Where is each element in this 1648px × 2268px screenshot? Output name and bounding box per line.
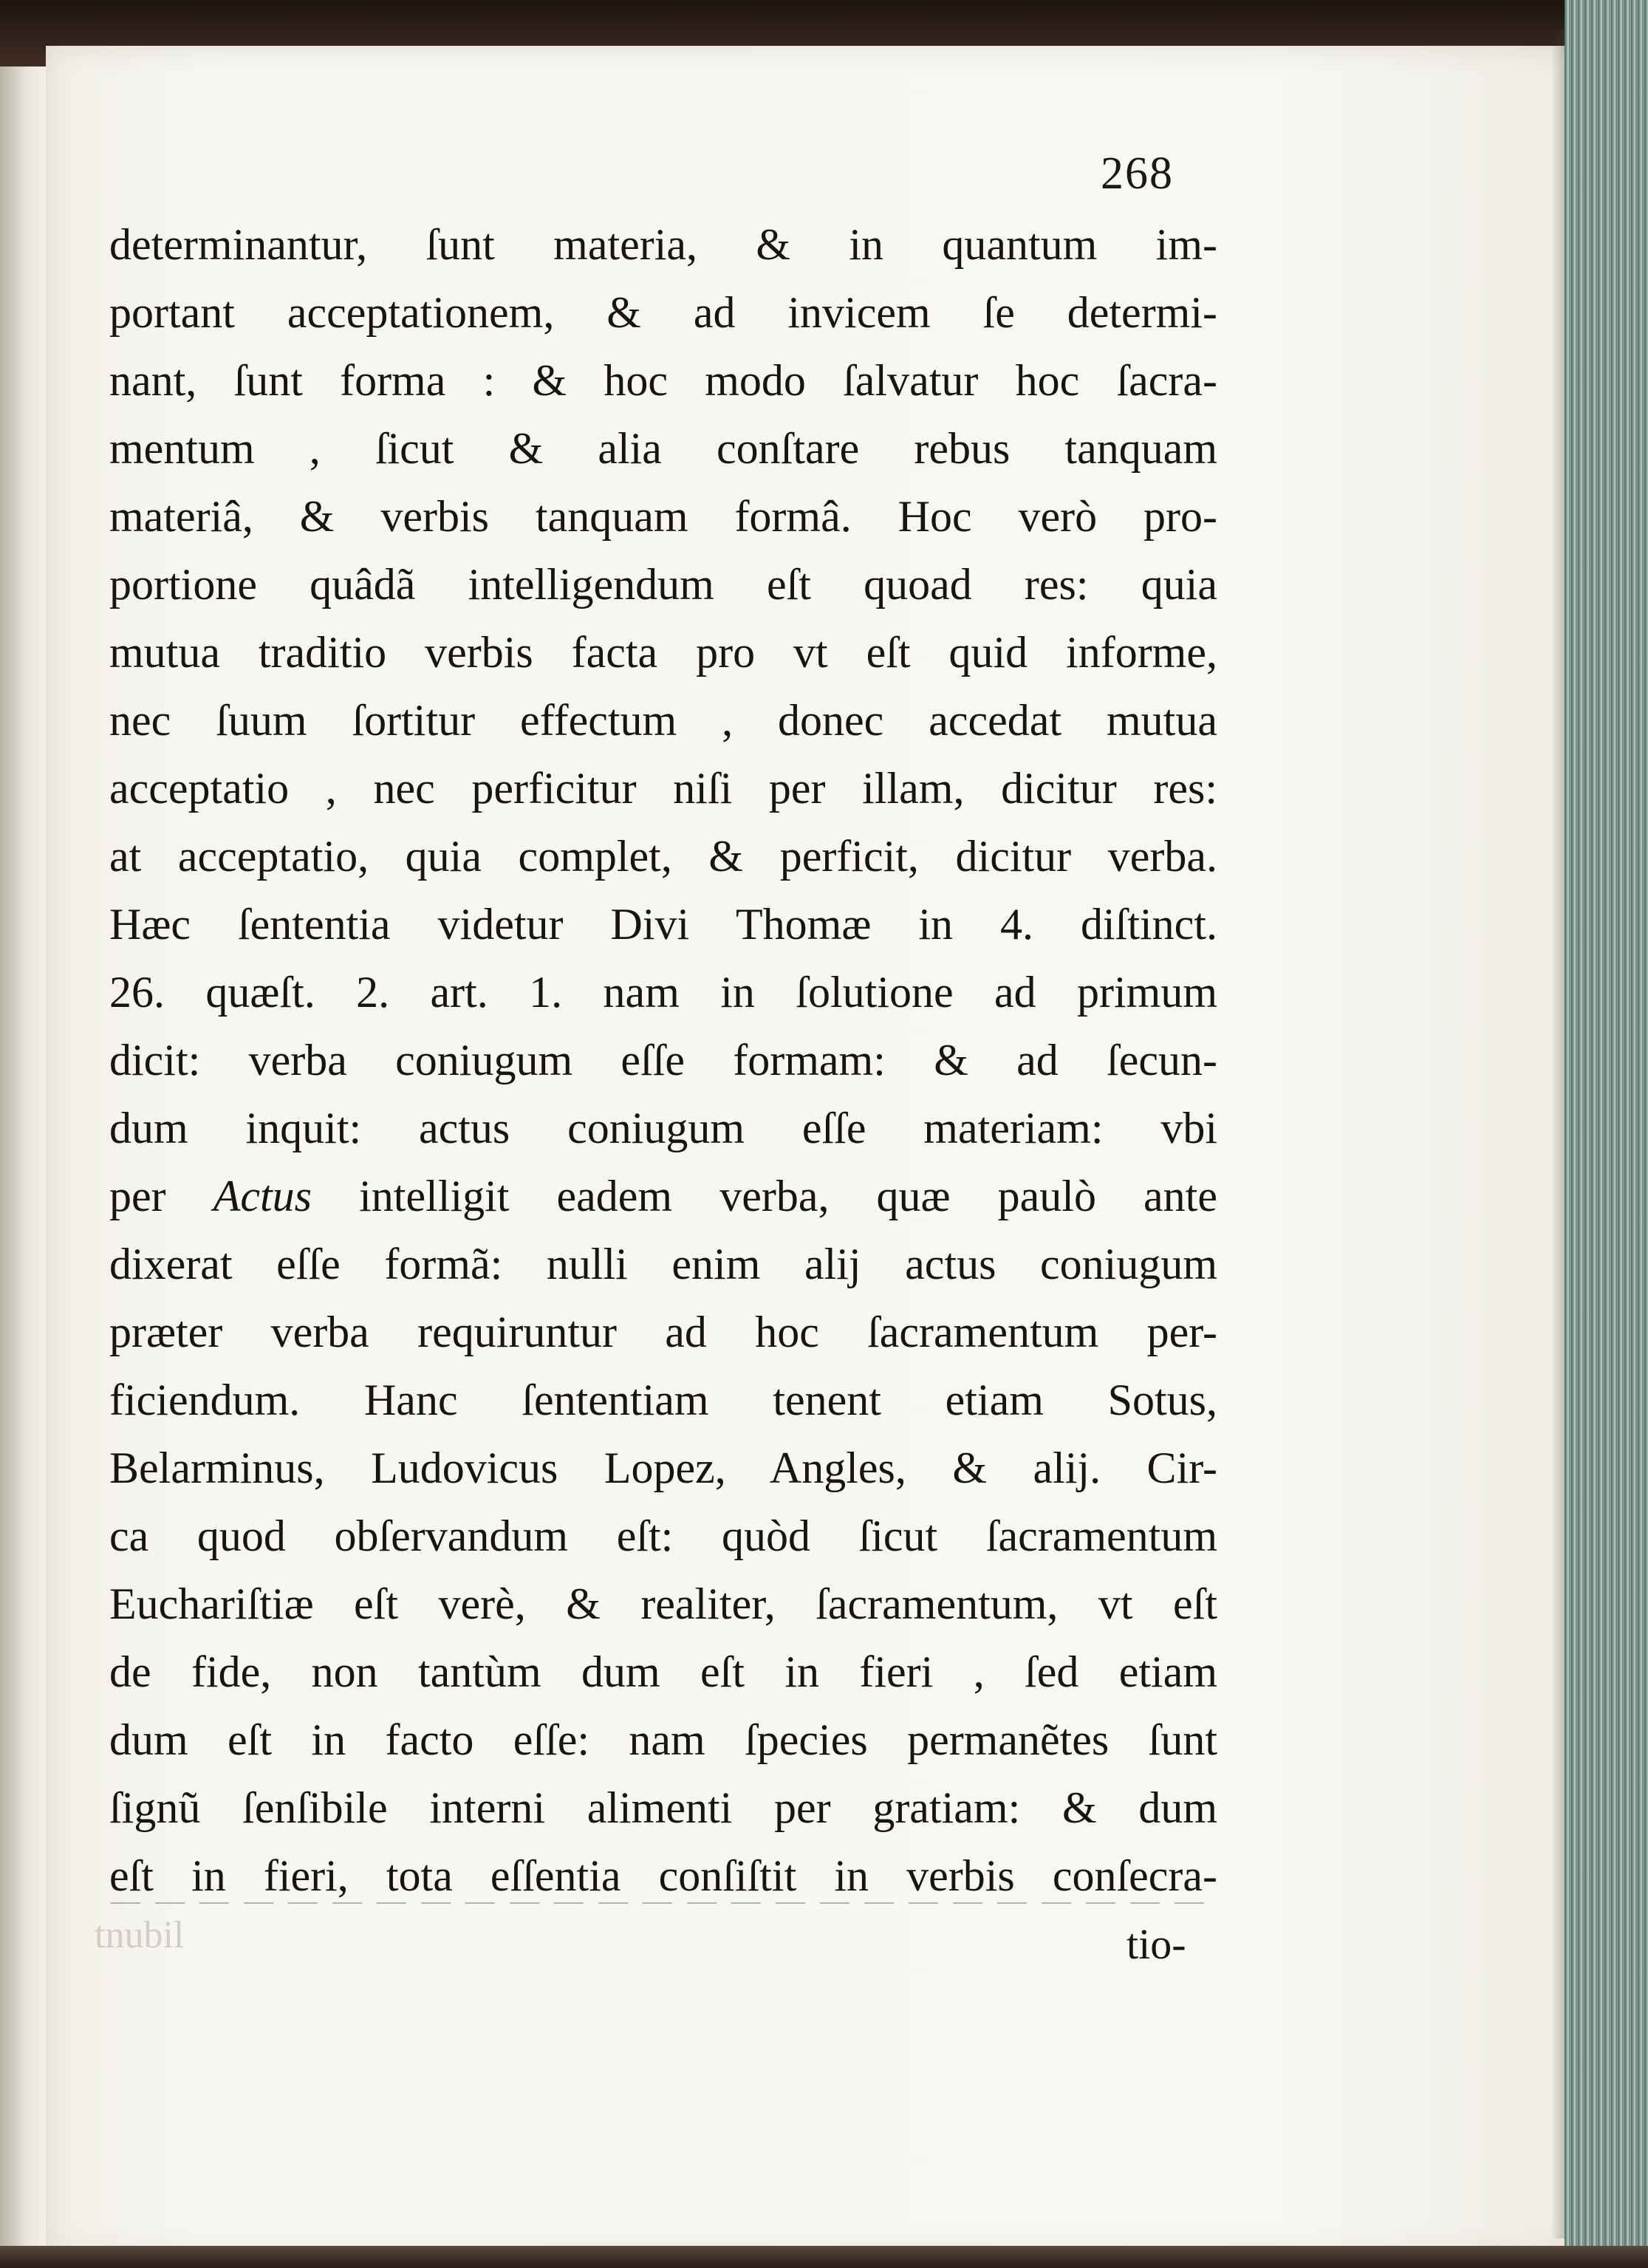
bleed-through-rule (111, 1902, 1219, 1904)
text-line: ficiendum. Hanc ſententiam tenent etiam Sotus, (109, 1376, 1217, 1424)
text-line: portione quâdã intelligendum eſt quoad res: quia (109, 560, 1217, 609)
left-page-edge (0, 66, 47, 2253)
body-text (109, 211, 1217, 1910)
text-line: 26. quæſt. 2. art. 1. nam in ſolutione ad primum (109, 968, 1217, 1017)
text-line: Belarminus, Ludovicus Lopez, Angles, & alij. Cir- (109, 1444, 1217, 1492)
text-line: dicit: verba coniugum eſſe formam: & ad ſecun- (109, 1036, 1217, 1085)
text-line: portant acceptationem, & ad invicem ſe determi- (109, 288, 1217, 337)
text-line: dixerat eſſe formã: nulli enim alij actus coniugum (109, 1240, 1217, 1288)
text-line: acceptatio , nec perficitur niſi per illam, dicitur res: (109, 764, 1217, 813)
text-line: de fide, non tantùm dum eſt in fieri , ſed etiam (109, 1647, 1217, 1696)
text-line: ſignũ ſenſibile interni alimenti per gratiam: & dum (109, 1783, 1217, 1832)
catchword: tio- (1126, 1920, 1186, 1968)
book-fore-edge (1565, 0, 1648, 2268)
text-line: nant, ſunt forma : & hoc modo ſalvatur hoc ſacra- (109, 356, 1217, 405)
text-line: dum inquit: actus coniugum eſſe materiam: vbi (109, 1104, 1217, 1152)
text-line: ca quod obſervandum eſt: quòd ſicut ſacramentum (109, 1512, 1217, 1560)
page-number: 268 (1101, 148, 1174, 199)
text-line: at acceptatio, quia complet, & perficit, dicitur verba. (109, 832, 1217, 881)
show-through-text: tnubil (95, 1914, 185, 1956)
text-line: Euchariſtiæ eſt verè, & realiter, ſacramentum, vt eſt (109, 1579, 1217, 1628)
text-line: mutua traditio verbis facta pro vt eſt quid informe, (109, 628, 1217, 677)
text-line: nec ſuum ſortitur effectum , donec accedat mutua (109, 696, 1217, 745)
text-line: mentum , ſicut & alia conſtare rebus tanquam (109, 424, 1217, 473)
text-line: materiâ, & verbis tanquam formâ. Hoc verò pro- (109, 492, 1217, 541)
text-line: dum eſt in facto eſſe: nam ſpecies permanẽtes ſunt (109, 1715, 1217, 1764)
text-line: determinantur, ſunt materia, & in quantum im- (109, 220, 1217, 269)
text-line: per Actus intelligit eadem verba, quæ paulò ante (109, 1172, 1217, 1220)
text-line: præter verba requiruntur ad hoc ſacramentum per- (109, 1308, 1217, 1356)
bottom-shadow (0, 2246, 1648, 2268)
italic-word: Actus (213, 1172, 312, 1220)
text-line: eſt in fieri, tota eſſentia conſiſtit in verbis conſecra- (109, 1851, 1217, 1900)
text-line: Hæc ſententia videtur Divi Thomæ in 4. diſtinct. (109, 900, 1217, 949)
